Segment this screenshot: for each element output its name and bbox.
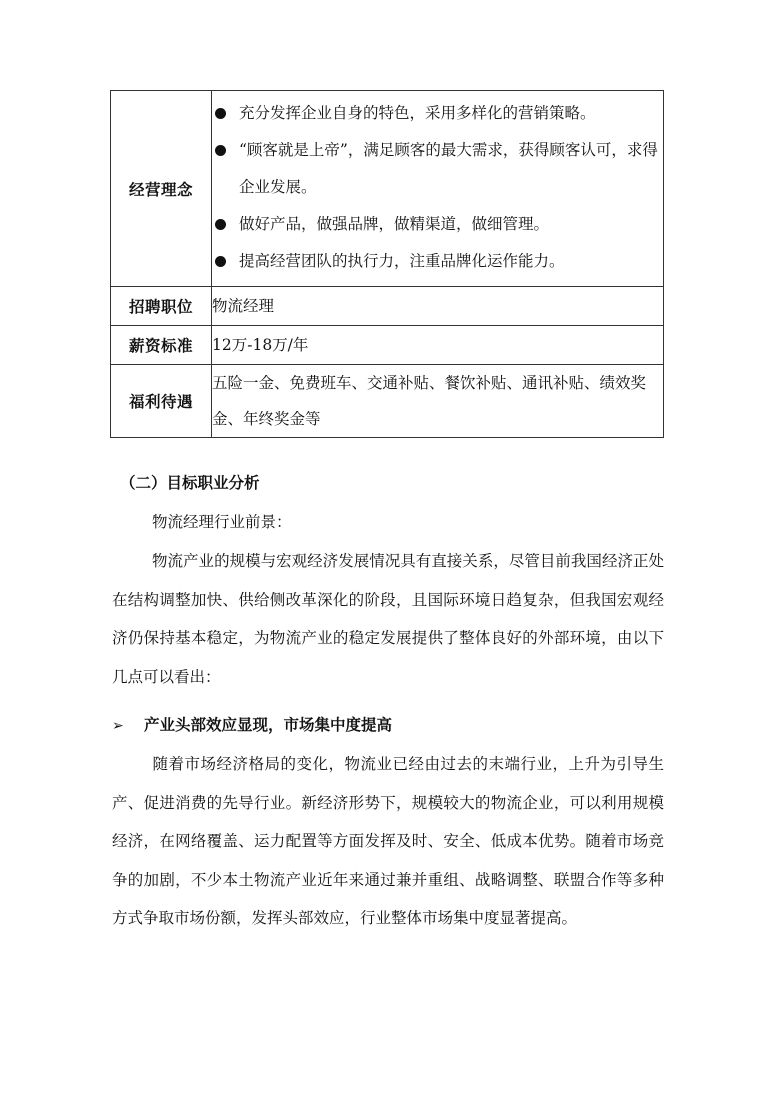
paragraph-concentration: 随着市场经济格局的变化，物流业已经由过去的末端行业，上升为引导生产、促进消费的先导行业。新经济形势下，规模较大的物流企业，可以利用规模经济，在网络覆盖、运力配置等方面发挥及时、安全、低成本优势。随着市场竞争的加剧，不少本土物流产业近年来通过兼并重组、战略调整、联盟合作等多种方式争取市场份额，发挥头部效应，行业整体市场集中度显著提高。 [112, 755, 664, 927]
paragraph-outlook: 物流产业的规模与宏观经济发展情况具有直接关系，尽管目前我国经济正处在结构调整加快、供给侧改革深化的阶段，且国际环境日趋复杂，但我国宏观经济仍保持基本稳定，为物流产业的稳定发展提供了整体良好的外部环境，由以下几点可以看出： [112, 552, 664, 686]
table-row [111, 326, 664, 365]
intro-label: 物流经理行业前景： [152, 513, 292, 531]
row-header: 经营理念 [111, 91, 212, 287]
bullet-dot-icon [215, 256, 226, 267]
table-row [111, 287, 664, 326]
row-header: 福利待遇 [111, 365, 212, 438]
bullet-dot-icon [215, 145, 226, 156]
arrow-bullet-icon: ➢ [112, 718, 124, 734]
section-title: （二）目标职业分析 [120, 474, 260, 492]
row-content [212, 91, 664, 287]
company-info-table [110, 90, 664, 438]
list-item: 做好产品，做强品牌，做精渠道，做细管理。 [212, 206, 663, 243]
table-row [111, 365, 664, 438]
row-content: 五险一金、免费班车、交通补贴、餐饮补贴、通讯补贴、绩效奖金、年终奖金等 [212, 365, 664, 438]
list-item: “顾客就是上帝”，满足顾客的最大需求，获得顾客认可，求得企业发展。 [212, 132, 663, 206]
list-item: 充分发挥企业自身的特色，采用多样化的营销策略。 [212, 95, 663, 132]
bullet-dot-icon [215, 219, 226, 230]
bullet-dot-icon [215, 108, 226, 119]
philosophy-list [212, 91, 663, 286]
list-item: 提高经营团队的执行力，注重品牌化运作能力。 [212, 243, 663, 280]
row-content: 物流经理 [212, 287, 664, 326]
row-header: 薪资标准 [111, 326, 212, 365]
subheading: ➢ 产业头部效应显现，市场集中度提高 [112, 710, 392, 741]
table-row [111, 91, 664, 287]
row-content: 12万-18万/年 [212, 326, 664, 365]
row-header: 招聘职位 [111, 287, 212, 326]
